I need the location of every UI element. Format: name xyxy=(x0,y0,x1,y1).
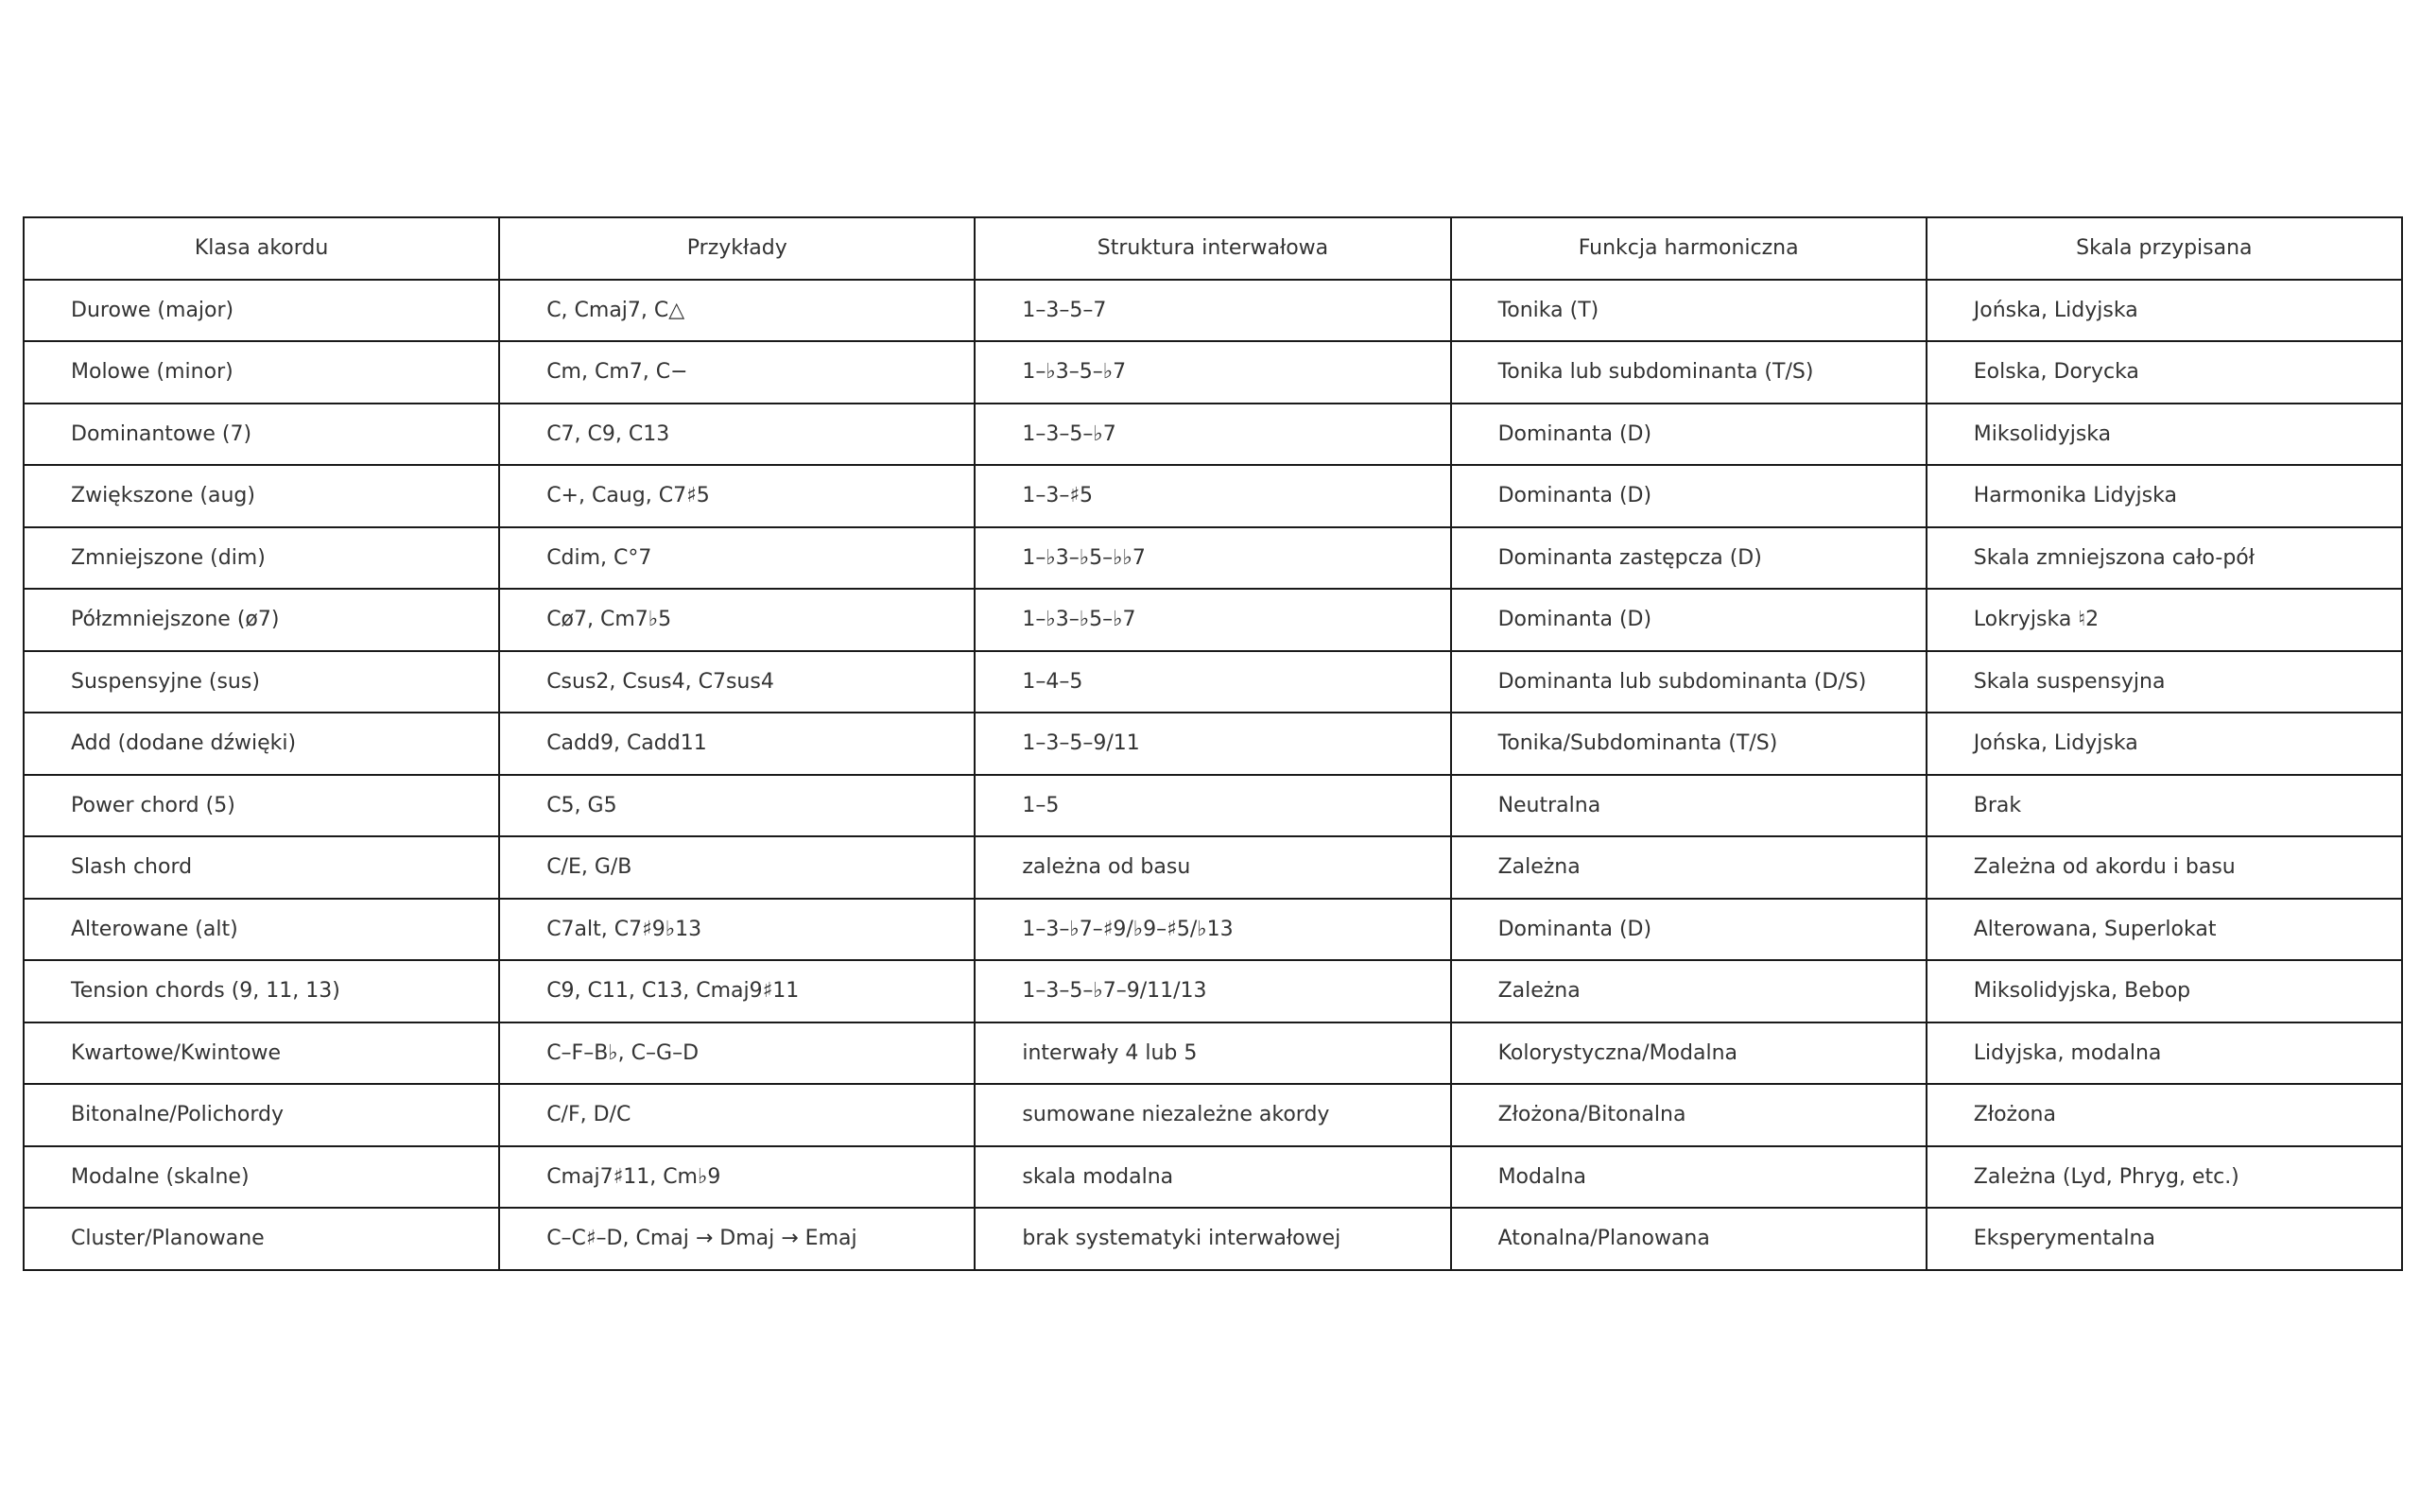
cell-assigned-scale: Eksperymentalna xyxy=(1927,1208,2402,1270)
cell-harmonic-function: Dominanta (D) xyxy=(1451,465,1927,527)
table-row xyxy=(24,651,2402,713)
cell-chord-class: Power chord (5) xyxy=(24,775,499,837)
cell-chord-class: Durowe (major) xyxy=(24,280,499,342)
cell-examples: Csus2, Csus4, C7sus4 xyxy=(499,651,975,713)
cell-assigned-scale: Jońska, Lidyjska xyxy=(1927,280,2402,342)
cell-examples: C–F–B♭, C–G–D xyxy=(499,1022,975,1085)
chord-classes-table xyxy=(23,216,2403,1271)
header-chord-class: Klasa akordu xyxy=(24,217,499,280)
cell-examples: Cø7, Cm7♭5 xyxy=(499,589,975,651)
cell-chord-class: Add (dodane dźwięki) xyxy=(24,713,499,775)
cell-interval-structure: 1–3–5–♭7–9/11/13 xyxy=(975,960,1450,1022)
cell-chord-class: Slash chord xyxy=(24,836,499,899)
cell-interval-structure: 1–3–♭7–♯9/♭9–♯5/♭13 xyxy=(975,899,1450,961)
cell-interval-structure: 1–♭3–5–♭7 xyxy=(975,341,1450,404)
cell-interval-structure: skala modalna xyxy=(975,1146,1450,1209)
cell-chord-class: Zwiększone (aug) xyxy=(24,465,499,527)
cell-chord-class: Półzmniejszone (ø7) xyxy=(24,589,499,651)
table-row xyxy=(24,527,2402,590)
cell-assigned-scale: Złożona xyxy=(1927,1084,2402,1146)
cell-interval-structure: zależna od basu xyxy=(975,836,1450,899)
cell-examples: C, Cmaj7, C△ xyxy=(499,280,975,342)
cell-examples: Cmaj7♯11, Cm♭9 xyxy=(499,1146,975,1209)
cell-interval-structure: 1–♭3–♭5–♭♭7 xyxy=(975,527,1450,590)
cell-harmonic-function: Kolorystyczna/Modalna xyxy=(1451,1022,1927,1085)
cell-interval-structure: brak systematyki interwałowej xyxy=(975,1208,1450,1270)
table-header-row xyxy=(24,217,2402,280)
cell-chord-class: Bitonalne/Polichordy xyxy=(24,1084,499,1146)
cell-assigned-scale: Miksolidyjska xyxy=(1927,404,2402,466)
cell-harmonic-function: Tonika lub subdominanta (T/S) xyxy=(1451,341,1927,404)
table-row xyxy=(24,1084,2402,1146)
table-row xyxy=(24,465,2402,527)
cell-examples: C9, C11, C13, Cmaj9♯11 xyxy=(499,960,975,1022)
cell-harmonic-function: Dominanta (D) xyxy=(1451,899,1927,961)
cell-interval-structure: 1–3–5–♭7 xyxy=(975,404,1450,466)
table-row xyxy=(24,589,2402,651)
cell-chord-class: Tension chords (9, 11, 13) xyxy=(24,960,499,1022)
table-row xyxy=(24,899,2402,961)
cell-interval-structure: interwały 4 lub 5 xyxy=(975,1022,1450,1085)
table-row xyxy=(24,341,2402,404)
cell-assigned-scale: Alterowana, Superlokat xyxy=(1927,899,2402,961)
cell-assigned-scale: Miksolidyjska, Bebop xyxy=(1927,960,2402,1022)
cell-harmonic-function: Zależna xyxy=(1451,836,1927,899)
cell-interval-structure: 1–4–5 xyxy=(975,651,1450,713)
cell-assigned-scale: Harmonika Lidyjska xyxy=(1927,465,2402,527)
cell-examples: C/F, D/C xyxy=(499,1084,975,1146)
cell-harmonic-function: Dominanta (D) xyxy=(1451,404,1927,466)
cell-examples: C/E, G/B xyxy=(499,836,975,899)
cell-chord-class: Molowe (minor) xyxy=(24,341,499,404)
cell-harmonic-function: Atonalna/Planowana xyxy=(1451,1208,1927,1270)
cell-chord-class: Zmniejszone (dim) xyxy=(24,527,499,590)
header-interval-structure: Struktura interwałowa xyxy=(975,217,1450,280)
cell-chord-class: Alterowane (alt) xyxy=(24,899,499,961)
cell-chord-class: Modalne (skalne) xyxy=(24,1146,499,1209)
cell-assigned-scale: Skala suspensyjna xyxy=(1927,651,2402,713)
cell-examples: Cadd9, Cadd11 xyxy=(499,713,975,775)
chord-table-container xyxy=(23,216,2401,1271)
table-row xyxy=(24,775,2402,837)
cell-examples: C5, G5 xyxy=(499,775,975,837)
table-row xyxy=(24,404,2402,466)
table-row xyxy=(24,1022,2402,1085)
cell-assigned-scale: Brak xyxy=(1927,775,2402,837)
cell-assigned-scale: Lidyjska, modalna xyxy=(1927,1022,2402,1085)
table-row xyxy=(24,1208,2402,1270)
cell-chord-class: Suspensyjne (sus) xyxy=(24,651,499,713)
cell-harmonic-function: Złożona/Bitonalna xyxy=(1451,1084,1927,1146)
cell-examples: C+, Caug, C7♯5 xyxy=(499,465,975,527)
cell-examples: C7alt, C7♯9♭13 xyxy=(499,899,975,961)
cell-assigned-scale: Eolska, Dorycka xyxy=(1927,341,2402,404)
cell-interval-structure: 1–3–5–9/11 xyxy=(975,713,1450,775)
cell-assigned-scale: Zależna od akordu i basu xyxy=(1927,836,2402,899)
cell-harmonic-function: Tonika (T) xyxy=(1451,280,1927,342)
table-row xyxy=(24,280,2402,342)
table-row xyxy=(24,836,2402,899)
cell-interval-structure: 1–3–5–7 xyxy=(975,280,1450,342)
table-row xyxy=(24,713,2402,775)
cell-harmonic-function: Dominanta (D) xyxy=(1451,589,1927,651)
cell-harmonic-function: Neutralna xyxy=(1451,775,1927,837)
cell-chord-class: Cluster/Planowane xyxy=(24,1208,499,1270)
cell-assigned-scale: Lokryjska ♮2 xyxy=(1927,589,2402,651)
cell-assigned-scale: Skala zmniejszona cało-pół xyxy=(1927,527,2402,590)
table-body xyxy=(24,280,2402,1270)
cell-harmonic-function: Modalna xyxy=(1451,1146,1927,1209)
cell-examples: Cdim, C°7 xyxy=(499,527,975,590)
header-harmonic-function: Funkcja harmoniczna xyxy=(1451,217,1927,280)
cell-interval-structure: 1–♭3–♭5–♭7 xyxy=(975,589,1450,651)
cell-harmonic-function: Zależna xyxy=(1451,960,1927,1022)
cell-assigned-scale: Zależna (Lyd, Phryg, etc.) xyxy=(1927,1146,2402,1209)
cell-harmonic-function: Dominanta lub subdominanta (D/S) xyxy=(1451,651,1927,713)
cell-interval-structure: sumowane niezależne akordy xyxy=(975,1084,1450,1146)
table-row xyxy=(24,960,2402,1022)
cell-examples: Cm, Cm7, C− xyxy=(499,341,975,404)
cell-chord-class: Kwartowe/Kwintowe xyxy=(24,1022,499,1085)
cell-interval-structure: 1–5 xyxy=(975,775,1450,837)
cell-examples: C–C♯–D, Cmaj → Dmaj → Emaj xyxy=(499,1208,975,1270)
table-row xyxy=(24,1146,2402,1209)
cell-interval-structure: 1–3–♯5 xyxy=(975,465,1450,527)
header-assigned-scale: Skala przypisana xyxy=(1927,217,2402,280)
cell-harmonic-function: Tonika/Subdominanta (T/S) xyxy=(1451,713,1927,775)
header-examples: Przykłady xyxy=(499,217,975,280)
cell-chord-class: Dominantowe (7) xyxy=(24,404,499,466)
cell-examples: C7, C9, C13 xyxy=(499,404,975,466)
cell-harmonic-function: Dominanta zastępcza (D) xyxy=(1451,527,1927,590)
cell-assigned-scale: Jońska, Lidyjska xyxy=(1927,713,2402,775)
